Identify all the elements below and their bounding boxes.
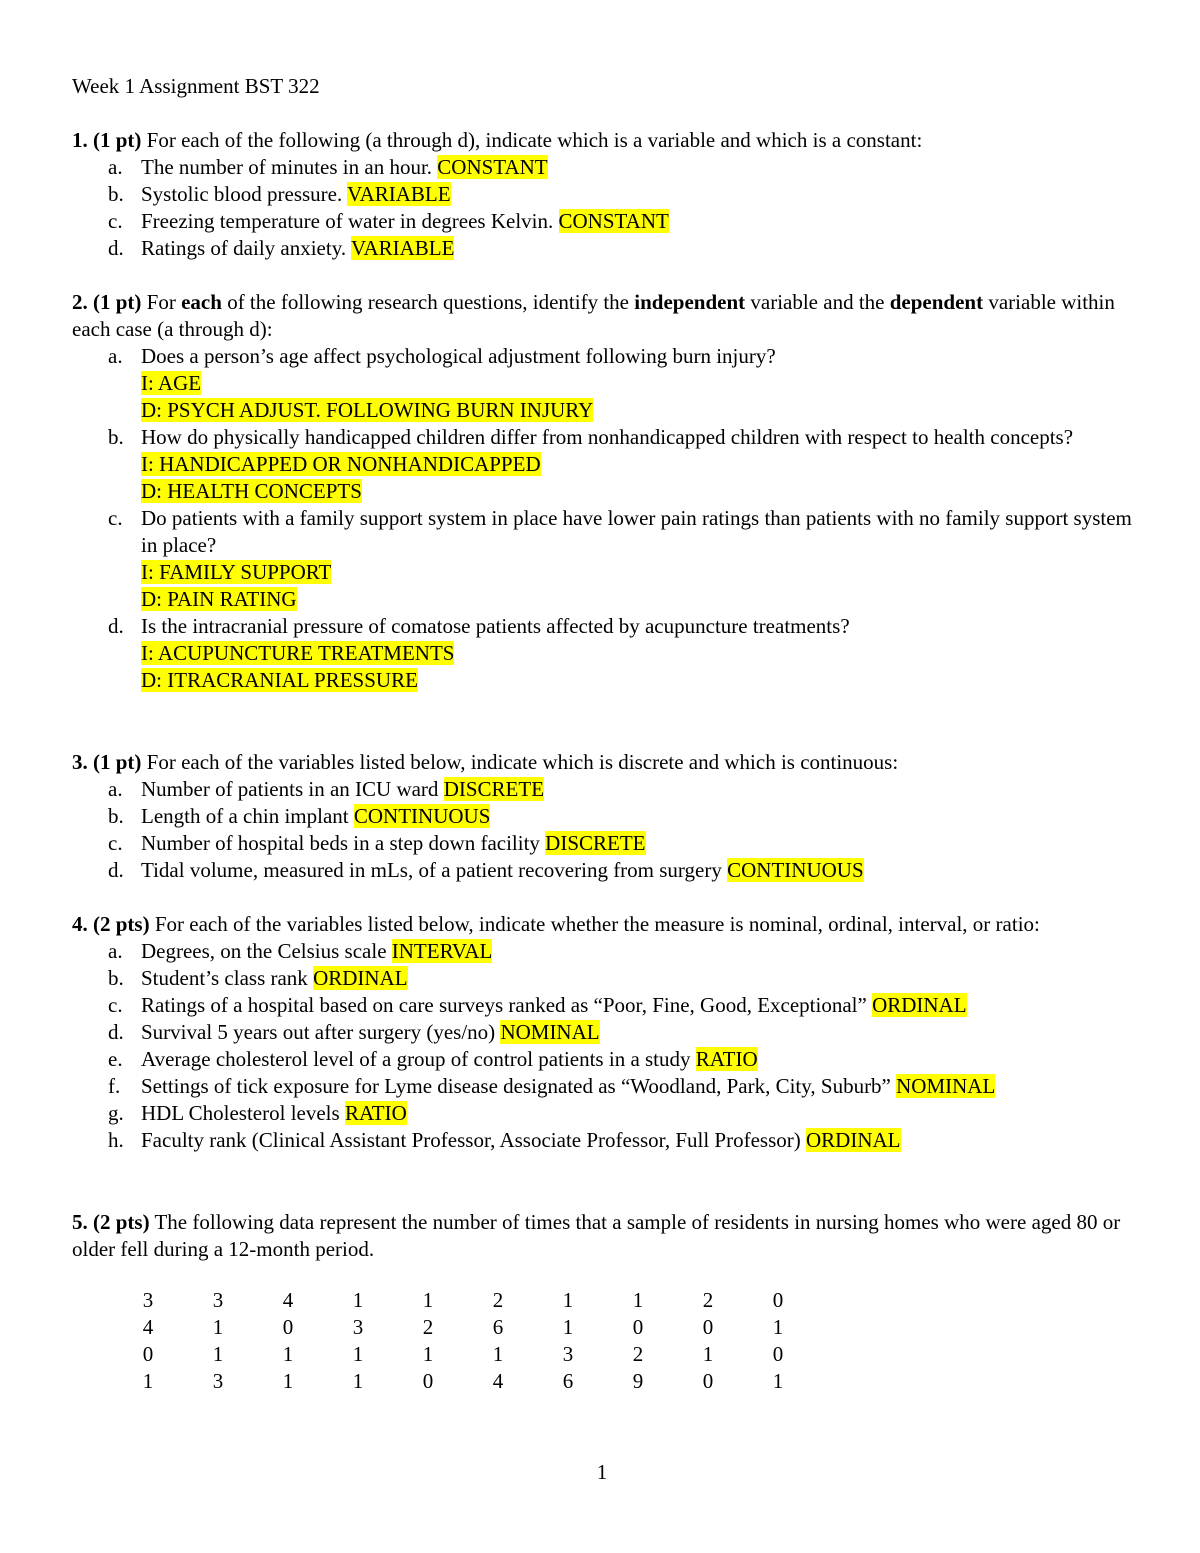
answer-highlight: ORDINAL: [872, 993, 967, 1017]
question-3-items: [72, 776, 1132, 884]
question-1-items: [72, 154, 1132, 262]
table-cell: 1: [772, 1369, 784, 1393]
table-cell: 9: [632, 1369, 644, 1393]
answer-highlight: ORDINAL: [806, 1128, 901, 1152]
item-label: b.: [108, 804, 124, 828]
table-cell: 1: [352, 1369, 364, 1393]
item-text: How do physically handicapped children differ from nonhandicapped children with respect to health concepts?: [141, 425, 1074, 449]
table-cell: 2: [632, 1342, 644, 1366]
table-cell: 1: [212, 1342, 224, 1366]
list-item: [72, 992, 1132, 1019]
question-number: 5.: [72, 1210, 88, 1234]
question-2-prompt: [72, 289, 1132, 343]
question-4: [72, 911, 1132, 1154]
item-text: Average cholesterol level of a group of control patients in a study: [141, 1047, 691, 1071]
question-3: [72, 749, 1132, 884]
item-text: Does a person’s age affect psychological adjustment following burn injury?: [141, 344, 776, 368]
item-label: h.: [108, 1128, 124, 1152]
item-label: a.: [108, 344, 123, 368]
item-label: a.: [108, 777, 123, 801]
table-cell: 0: [422, 1369, 434, 1393]
item-label: b.: [108, 182, 124, 206]
list-item: [72, 1073, 1132, 1100]
answer-highlight: NOMINAL: [500, 1020, 600, 1044]
independent-answer: I: HANDICAPPED OR NONHANDICAPPED: [141, 452, 541, 476]
list-item: [72, 1046, 1132, 1073]
list-item: [72, 1100, 1132, 1127]
answer-highlight: CONSTANT: [558, 209, 669, 233]
item-text: Number of patients in an ICU ward: [141, 777, 439, 801]
table-cell: 2: [492, 1288, 504, 1312]
table-cell: 6: [562, 1369, 574, 1393]
table-cell: 0: [632, 1315, 644, 1339]
dependent-answer: D: HEALTH CONCEPTS: [141, 479, 362, 503]
table-cell: 3: [352, 1315, 364, 1339]
independent-answer: I: ACUPUNCTURE TREATMENTS: [141, 641, 455, 665]
list-item: [72, 154, 1132, 181]
answer-highlight: INTERVAL: [391, 939, 493, 963]
table-cell: 3: [142, 1288, 154, 1312]
item-label: b.: [108, 425, 124, 449]
answer-highlight: DISCRETE: [545, 831, 646, 855]
item-label: d.: [108, 236, 124, 260]
question-text: For each of the variables listed below, indicate which is discrete and which is continuous:: [146, 750, 899, 774]
question-5: [72, 1209, 1132, 1263]
list-item: [72, 613, 1132, 694]
answer-highlight: NOMINAL: [896, 1074, 996, 1098]
independent-answer-row: [141, 451, 1132, 478]
item-text: Ratings of daily anxiety.: [141, 236, 347, 260]
question-5-prompt: [72, 1209, 1132, 1263]
table-cell: 1: [492, 1342, 504, 1366]
item-text: Ratings of a hospital based on care surveys ranked as “Poor, Fine, Good, Exceptional”: [141, 993, 867, 1017]
table-cell: 1: [352, 1288, 364, 1312]
question-2: [72, 289, 1132, 694]
answer-highlight: CONTINUOUS: [727, 858, 864, 882]
item-text: Freezing temperature of water in degrees Kelvin.: [141, 209, 554, 233]
answer-highlight: ORDINAL: [313, 966, 408, 990]
item-text: Settings of tick exposure for Lyme disease designated as “Woodland, Park, City, Suburb”: [141, 1074, 891, 1098]
question-text: variable within each case (a through d):: [72, 290, 1115, 341]
table-cell: 3: [212, 1369, 224, 1393]
table-cell: 1: [632, 1288, 644, 1312]
item-label: d.: [108, 614, 124, 638]
question-number: 2.: [72, 290, 88, 314]
independent-answer-row: [141, 640, 1132, 667]
item-text: Student’s class rank: [141, 966, 308, 990]
table-cell: 3: [562, 1342, 574, 1366]
table-cell: 1: [422, 1342, 434, 1366]
list-item: [72, 343, 1132, 424]
item-text: Is the intracranial pressure of comatose patients affected by acupuncture treatments?: [141, 614, 850, 638]
list-item: [72, 857, 1132, 884]
table-cell: 1: [772, 1315, 784, 1339]
question-points: (2 pts): [93, 912, 150, 936]
list-item: [72, 181, 1132, 208]
table-cell: 1: [212, 1315, 224, 1339]
table-cell: 0: [142, 1342, 154, 1366]
list-item: [72, 208, 1132, 235]
question-text: For each of the variables listed below, indicate whether the measure is nominal, ordinal, interval, or ratio:: [154, 912, 1040, 936]
question-3-prompt: [72, 749, 1132, 776]
item-label: d.: [108, 1020, 124, 1044]
answer-highlight: CONTINUOUS: [353, 804, 491, 828]
independent-answer-row: [141, 559, 1132, 586]
item-text: Degrees, on the Celsius scale: [141, 939, 387, 963]
dependent-answer: D: PAIN RATING: [141, 587, 297, 611]
item-label: f.: [108, 1074, 121, 1098]
item-label: a.: [108, 155, 123, 179]
dependent-answer-row: [141, 586, 1132, 613]
table-cell: 0: [772, 1342, 784, 1366]
item-label: b.: [108, 966, 124, 990]
answer-highlight: VARIABLE: [347, 182, 451, 206]
item-text: Systolic blood pressure.: [141, 182, 343, 206]
table-cell: 1: [352, 1342, 364, 1366]
list-item: [72, 803, 1132, 830]
question-text: For: [146, 290, 176, 314]
question-points: (1 pt): [93, 750, 142, 774]
table-cell: 1: [422, 1288, 434, 1312]
question-1: [72, 127, 1132, 262]
table-cell: 4: [282, 1288, 294, 1312]
item-label: g.: [108, 1101, 124, 1125]
table-cell: 4: [142, 1315, 154, 1339]
answer-highlight: RATIO: [695, 1047, 758, 1071]
item-text: Length of a chin implant: [141, 804, 349, 828]
table-cell: 1: [562, 1288, 574, 1312]
list-item: [72, 1127, 1132, 1154]
table-cell: 4: [492, 1369, 504, 1393]
answer-highlight: DISCRETE: [443, 777, 545, 801]
table-cell: 0: [282, 1315, 294, 1339]
document-title: Week 1 Assignment BST 322: [72, 74, 320, 98]
question-2-items: [72, 343, 1132, 694]
table-cell: 1: [282, 1369, 294, 1393]
table-cell: 1: [562, 1315, 574, 1339]
emphasis-dependent: dependent: [889, 290, 984, 314]
page-number: 1: [596, 1460, 608, 1484]
item-label: c.: [108, 993, 123, 1017]
question-number: 4.: [72, 912, 88, 936]
question-points: (1 pt): [93, 290, 142, 314]
item-text: Faculty rank (Clinical Assistant Professor, Associate Professor, Full Professor): [141, 1128, 801, 1152]
answer-highlight: VARIABLE: [350, 236, 455, 260]
question-4-items: [72, 938, 1132, 1154]
dependent-answer-row: [141, 397, 1132, 424]
emphasis-independent: independent: [634, 290, 746, 314]
table-cell: 0: [772, 1288, 784, 1312]
independent-answer-row: [141, 370, 1132, 397]
list-item: [72, 776, 1132, 803]
item-label: e.: [108, 1047, 123, 1071]
list-item: [72, 938, 1132, 965]
answer-highlight: CONSTANT: [437, 155, 548, 179]
table-cell: 1: [142, 1369, 154, 1393]
list-item: [72, 830, 1132, 857]
dependent-answer: D: PSYCH ADJUST. FOLLOWING BURN INJURY: [141, 398, 594, 422]
question-number: 1.: [72, 128, 88, 152]
item-text: Tidal volume, measured in mLs, of a patient recovering from surgery: [141, 858, 722, 882]
table-cell: 0: [702, 1315, 714, 1339]
item-text: Do patients with a family support system in place have lower pain ratings than patients with no family support system in place?: [141, 506, 1132, 557]
item-text: HDL Cholesterol levels: [141, 1101, 340, 1125]
question-4-prompt: [72, 911, 1132, 938]
item-label: d.: [108, 858, 124, 882]
table-cell: 3: [212, 1288, 224, 1312]
list-item: [72, 1019, 1132, 1046]
list-item: [72, 505, 1132, 613]
independent-answer: I: FAMILY SUPPORT: [141, 560, 332, 584]
item-text: The number of minutes in an hour.: [141, 155, 433, 179]
list-item: [72, 235, 1132, 262]
dependent-answer: D: ITRACRANIAL PRESSURE: [141, 668, 418, 692]
question-text: variable and the: [750, 290, 885, 314]
item-label: c.: [108, 506, 123, 530]
dependent-answer-row: [141, 667, 1132, 694]
item-text: Number of hospital beds in a step down facility: [141, 831, 540, 855]
table-cell: 1: [282, 1342, 294, 1366]
answer-highlight: RATIO: [344, 1101, 407, 1125]
question-points: (1 pt): [93, 128, 142, 152]
item-label: a.: [108, 939, 123, 963]
list-item: [72, 965, 1132, 992]
question-points: (2 pts): [93, 1210, 150, 1234]
question-text: The following data represent the number of times that a sample of residents in nursing homes who were aged 80 or older fell during a 12-month period.: [72, 1210, 1121, 1261]
question-1-prompt: [72, 127, 1132, 154]
table-cell: 2: [702, 1288, 714, 1312]
question-text: For each of the following (a through d), indicate which is a variable and which is a constant:: [146, 128, 923, 152]
emphasis-each: each: [181, 290, 222, 314]
independent-answer: I: AGE: [141, 371, 202, 395]
item-text: Survival 5 years out after surgery (yes/no): [141, 1020, 496, 1044]
list-item: [72, 424, 1132, 505]
table-cell: 6: [492, 1315, 504, 1339]
question-number: 3.: [72, 750, 88, 774]
table-cell: 2: [422, 1315, 434, 1339]
question-text: of the following research questions, identify the: [227, 290, 629, 314]
table-cell: 1: [702, 1342, 714, 1366]
item-label: c.: [108, 209, 123, 233]
item-label: c.: [108, 831, 123, 855]
table-cell: 0: [702, 1369, 714, 1393]
dependent-answer-row: [141, 478, 1132, 505]
